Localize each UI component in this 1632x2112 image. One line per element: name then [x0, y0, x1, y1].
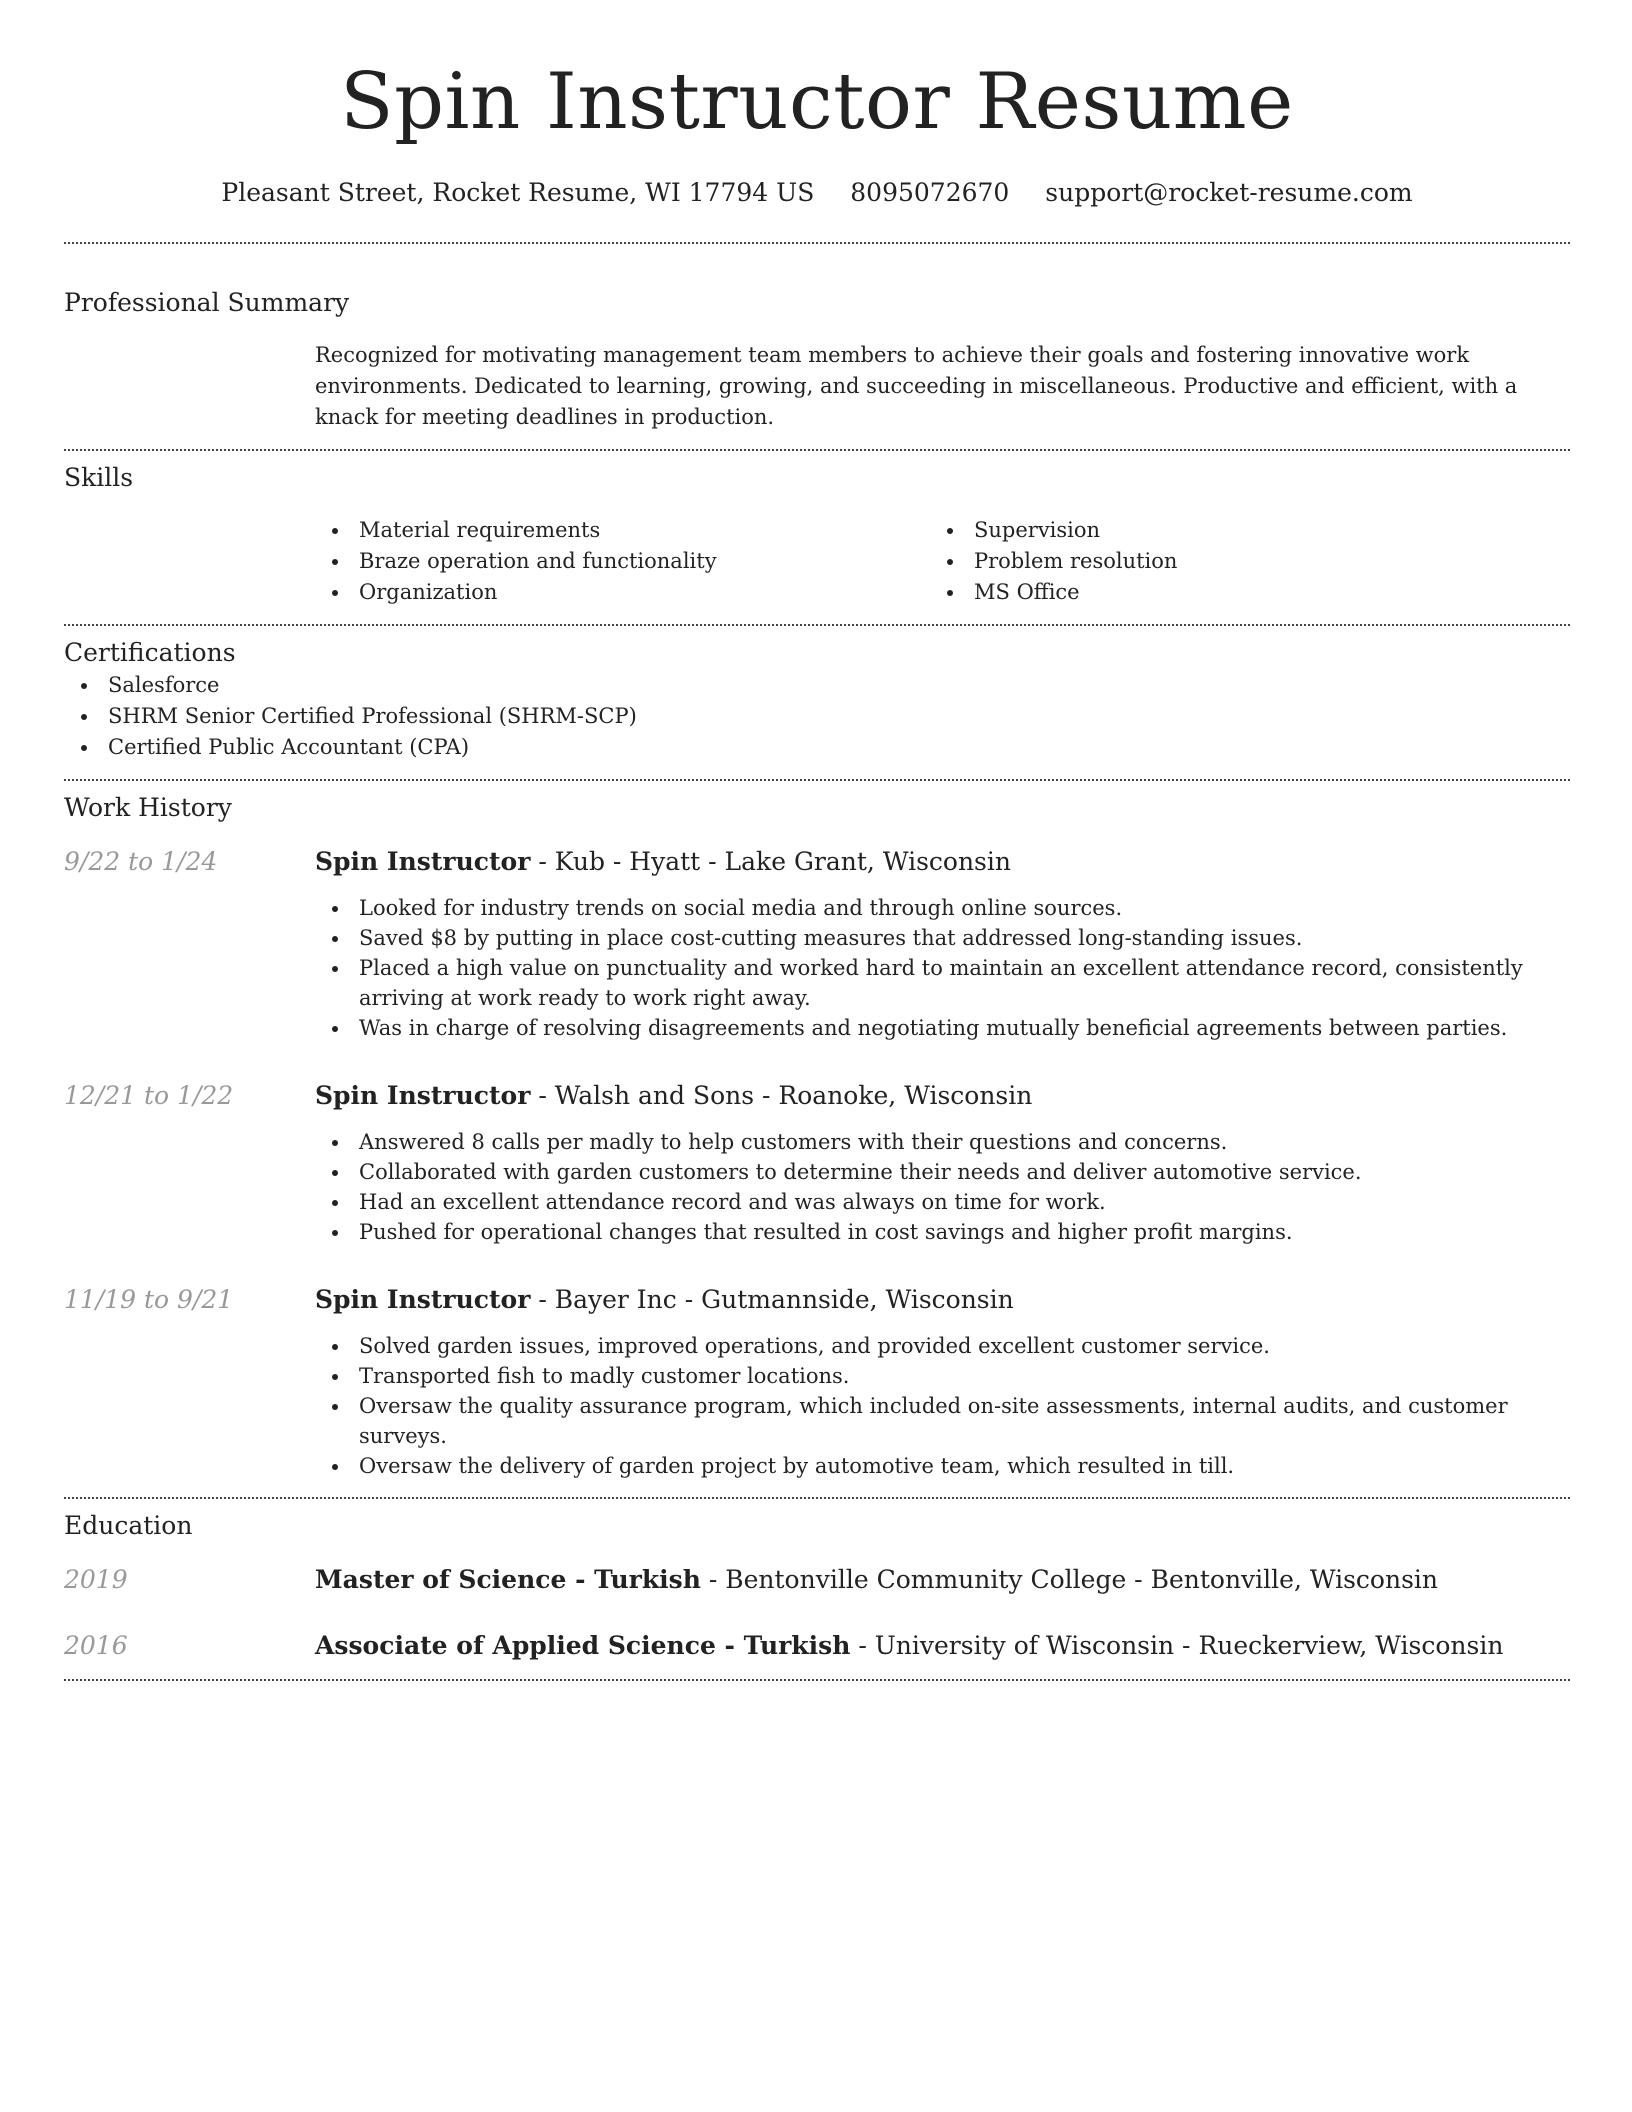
skills-grid — [315, 515, 1570, 608]
skill-item: Braze operation and functionality — [315, 546, 930, 577]
job-heading — [315, 1079, 1570, 1113]
certification-item: Salesforce — [64, 670, 1570, 701]
education-heading-line — [315, 1563, 1570, 1597]
job-entry — [64, 1079, 1570, 1247]
job-details: - Bayer Inc - Gutmannside, Wisconsin — [530, 1285, 1014, 1314]
certifications-list — [64, 670, 1570, 763]
education-year: 2016 — [64, 1631, 128, 1660]
education-heading: Education — [64, 1511, 193, 1540]
job-title: Spin Instructor — [315, 847, 531, 876]
job-dates: 11/19 to 9/21 — [64, 1285, 234, 1314]
education-details: - University of Wisconsin - Rueckerview, Wisconsin — [850, 1631, 1504, 1660]
job-bullet: Saved $8 by putting in place cost-cutting measures that addressed long-standing issues. — [315, 923, 1570, 953]
job-entry — [64, 845, 1570, 1043]
work-history-section — [64, 791, 1570, 1497]
divider — [64, 1497, 1570, 1499]
job-bullets — [315, 1127, 1570, 1247]
job-dates: 12/21 to 1/22 — [64, 1081, 234, 1110]
divider — [64, 1679, 1570, 1681]
certifications-heading: Certifications — [64, 638, 236, 667]
contact-phone: 8095072670 — [850, 178, 1010, 207]
job-content — [315, 1283, 1570, 1481]
skill-item: Material requirements — [315, 515, 930, 546]
education-content — [315, 1629, 1570, 1663]
job-bullet: Solved garden issues, improved operations, and provided excellent customer service. — [315, 1331, 1570, 1361]
skill-item: Supervision — [930, 515, 1545, 546]
skills-section — [64, 461, 1570, 624]
job-title: Spin Instructor — [315, 1081, 531, 1110]
job-dates: 9/22 to 1/24 — [64, 847, 218, 876]
job-content — [315, 845, 1570, 1043]
resume-page — [64, 0, 1570, 1681]
job-bullet: Oversaw the delivery of garden project by automotive team, which resulted in till. — [315, 1451, 1570, 1481]
contact-address: Pleasant Street, Rocket Resume, WI 17794 US — [221, 178, 815, 207]
job-bullets — [315, 1331, 1570, 1481]
education-year: 2019 — [64, 1565, 128, 1594]
job-heading — [315, 1283, 1570, 1317]
job-bullet: Placed a high value on punctuality and worked hard to maintain an excellent attendance record, consistently arriving at work ready to work right away. — [315, 953, 1570, 1013]
skill-item: Organization — [315, 577, 930, 608]
job-bullet: Transported fish to madly customer locations. — [315, 1361, 1570, 1391]
job-bullets — [315, 893, 1570, 1043]
job-heading — [315, 845, 1570, 879]
divider — [64, 449, 1570, 451]
divider — [64, 779, 1570, 781]
skill-item: MS Office — [930, 577, 1545, 608]
contact-line — [64, 176, 1570, 210]
contact-email: support@rocket-resume.com — [1045, 178, 1413, 207]
education-entry — [64, 1563, 1570, 1597]
education-degree: Master of Science - Turkish — [315, 1565, 701, 1594]
job-entry — [64, 1283, 1570, 1481]
skills-list-right — [930, 515, 1545, 608]
job-bullet: Had an excellent attendance record and was always on time for work. — [315, 1187, 1570, 1217]
summary-section — [64, 286, 1570, 449]
job-details: - Walsh and Sons - Roanoke, Wisconsin — [530, 1081, 1033, 1110]
job-bullet: Pushed for operational changes that resulted in cost savings and higher profit margins. — [315, 1217, 1570, 1247]
skills-heading: Skills — [64, 463, 134, 492]
education-entry — [64, 1629, 1570, 1663]
education-details: - Bentonville Community College - Bentonville, Wisconsin — [700, 1565, 1439, 1594]
education-content — [315, 1563, 1570, 1597]
job-bullet: Was in charge of resolving disagreements and negotiating mutually beneficial agreements between parties. — [315, 1013, 1570, 1043]
divider — [64, 242, 1570, 244]
summary-text: Recognized for motivating management team members to achieve their goals and fostering innovative work environments. Dedicated to learning, growing, and succeeding in miscellaneous. Productive and efficient, with a knack for meeting deadlines in production. — [315, 343, 1518, 429]
skills-list-left — [315, 515, 930, 608]
certification-item: Certified Public Accountant (CPA) — [64, 732, 1570, 763]
education-section — [64, 1509, 1570, 1679]
job-bullet: Looked for industry trends on social media and through online sources. — [315, 893, 1570, 923]
job-details: - Kub - Hyatt - Lake Grant, Wisconsin — [530, 847, 1011, 876]
job-bullet: Oversaw the quality assurance program, which included on-site assessments, internal audits, and customer surveys. — [315, 1391, 1570, 1451]
certifications-section — [64, 636, 1570, 779]
education-heading-line — [315, 1629, 1570, 1663]
divider — [64, 624, 1570, 626]
work-history-heading: Work History — [64, 793, 232, 822]
job-content — [315, 1079, 1570, 1247]
education-degree: Associate of Applied Science - Turkish — [315, 1631, 851, 1660]
page-title: Spin Instructor Resume — [340, 57, 1294, 147]
summary-heading: Professional Summary — [64, 288, 350, 317]
job-bullet: Answered 8 calls per madly to help customers with their questions and concerns. — [315, 1127, 1570, 1157]
job-bullet: Collaborated with garden customers to determine their needs and deliver automotive service. — [315, 1157, 1570, 1187]
job-title: Spin Instructor — [315, 1285, 531, 1314]
skill-item: Problem resolution — [930, 546, 1545, 577]
certification-item: SHRM Senior Certified Professional (SHRM-SCP) — [64, 701, 1570, 732]
